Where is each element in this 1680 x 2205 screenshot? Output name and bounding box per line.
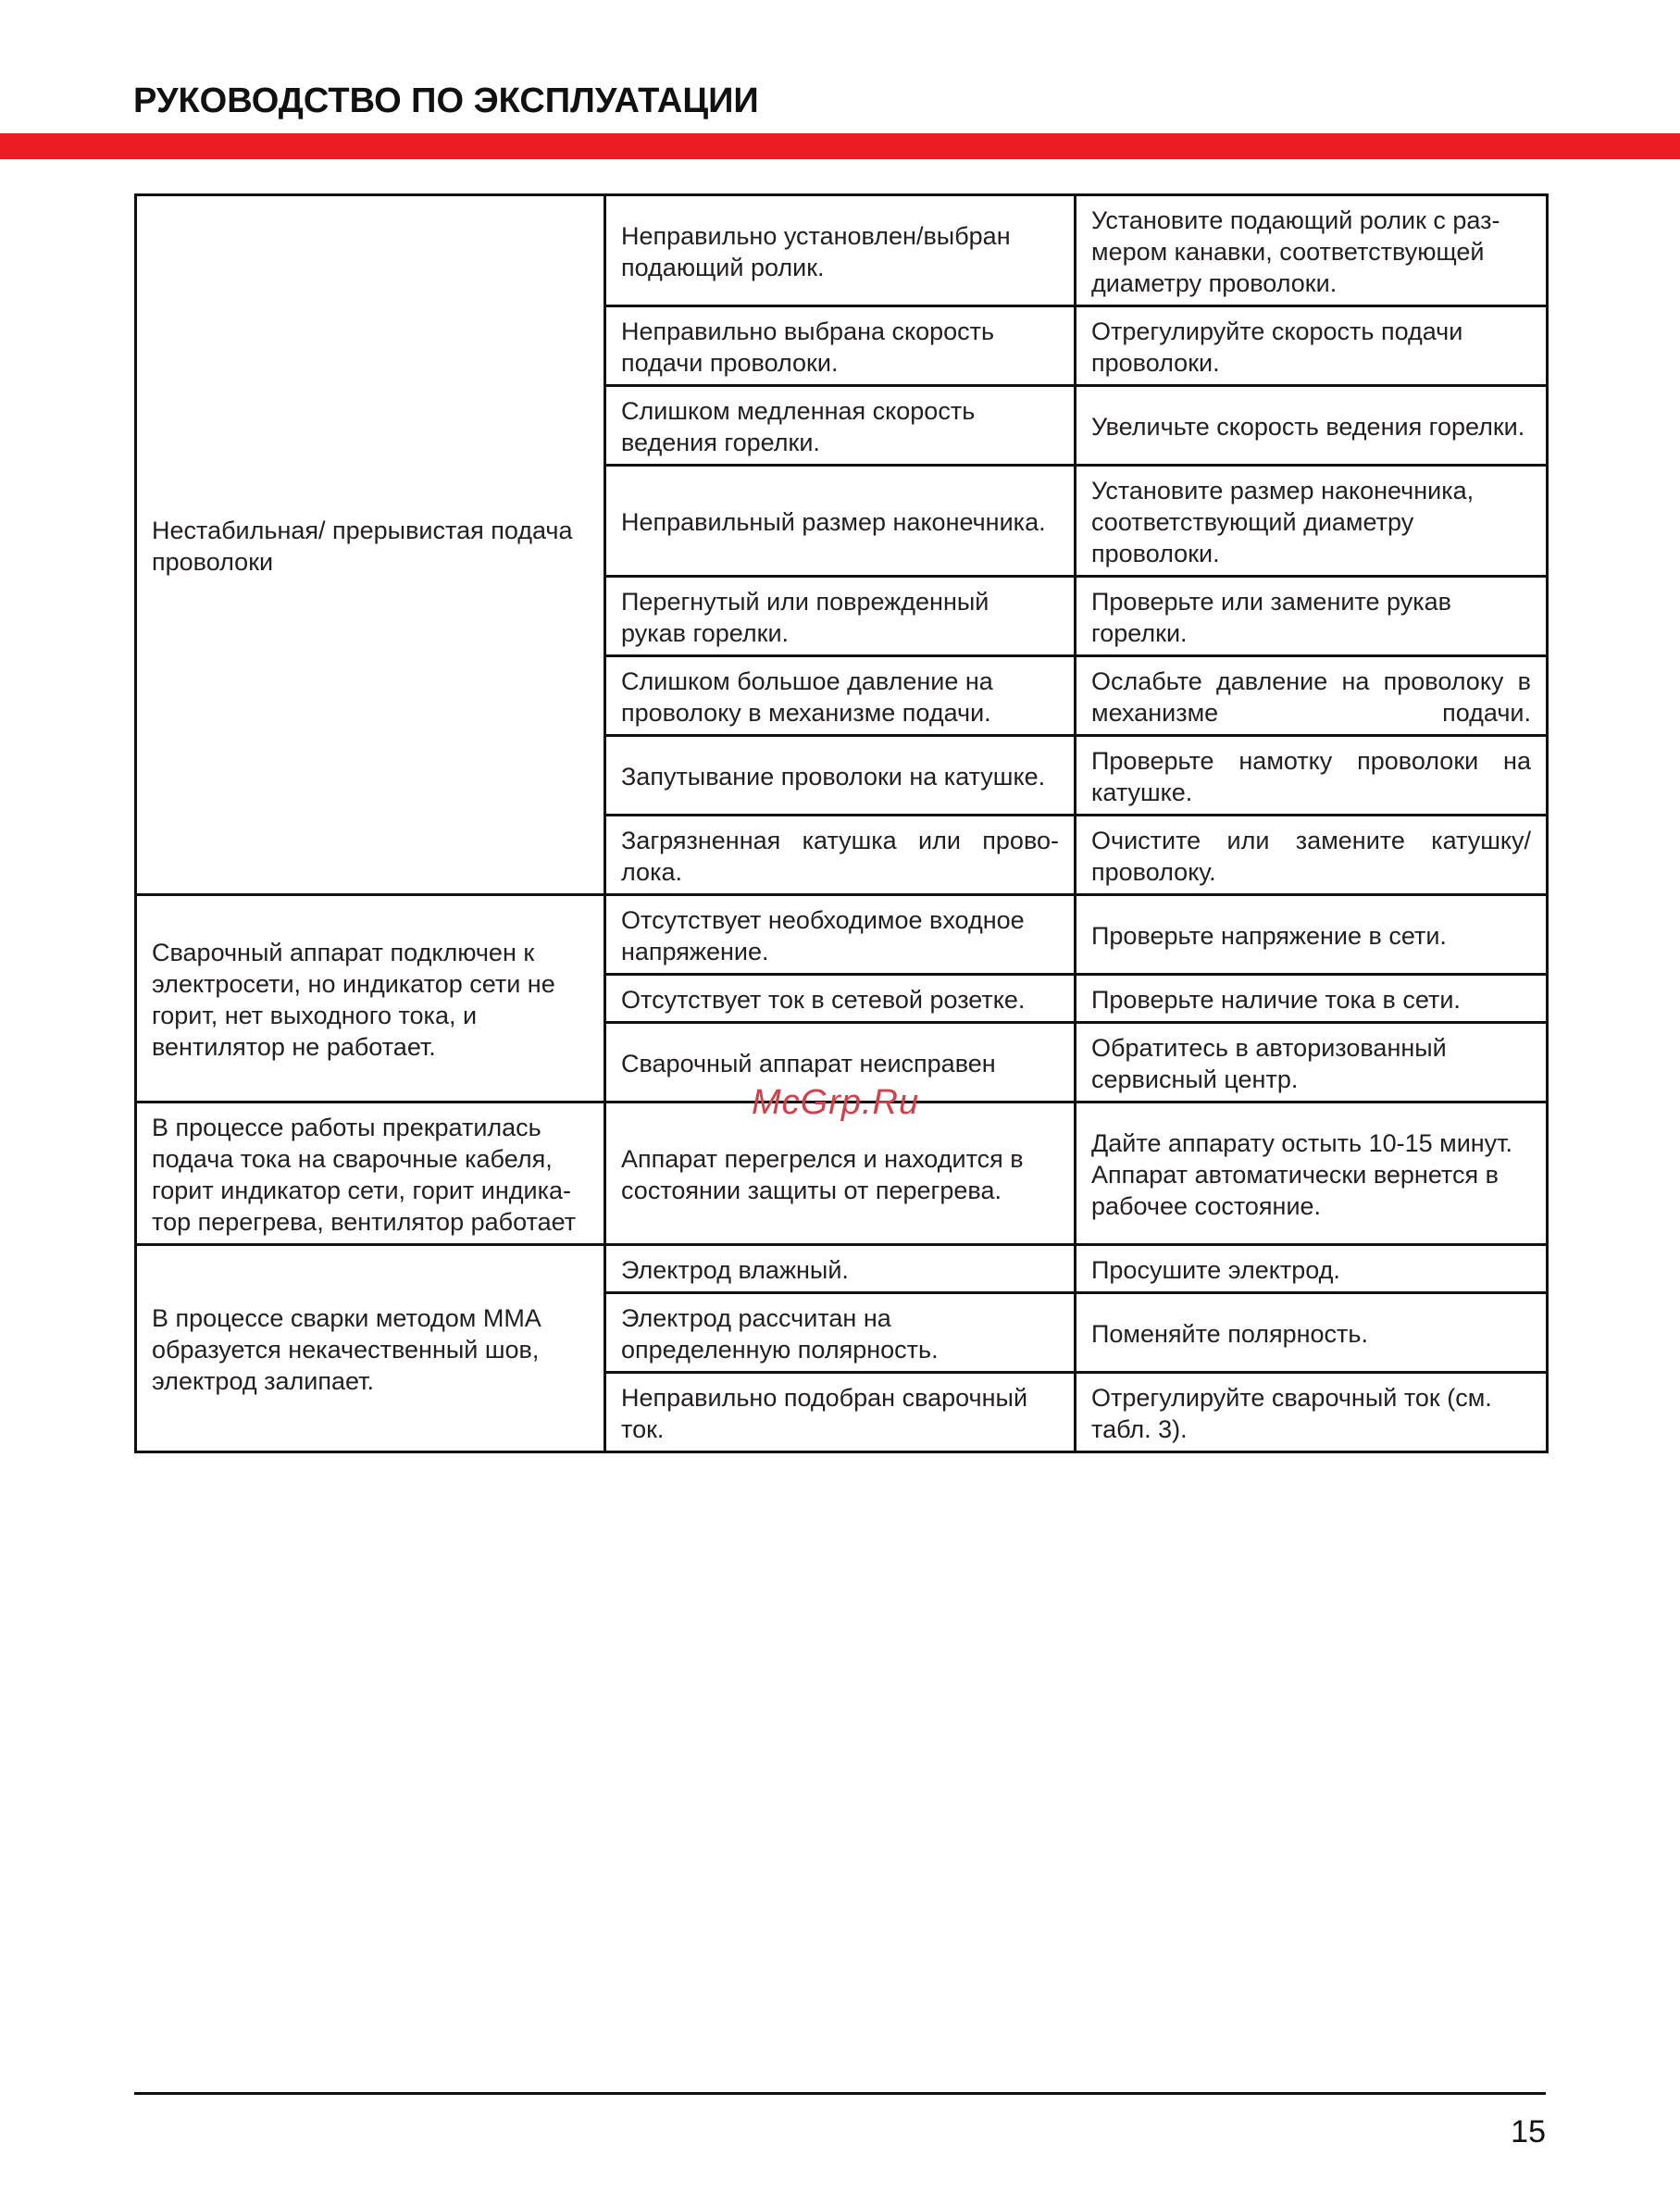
- cause-cell: Электрод влажный.: [605, 1245, 1076, 1293]
- problem-cell: В процессе работы прекратилась подача тока на сварочные кабеля, горит индикатор сети, горит индика-тор перегрева, вентилятор работает: [136, 1102, 605, 1245]
- solution-cell: Установите подающий ролик с раз-мером канавки, соответствующей диаметру проволоки.: [1076, 195, 1548, 306]
- table-row: [136, 1102, 1548, 1245]
- problem-cell: В процессе сварки методом MMA образуется некачественный шов, электрод залипает.: [136, 1245, 605, 1452]
- table-row: [136, 895, 1548, 975]
- solution-cell: Увеличьте скорость ведения горелки.: [1076, 386, 1548, 466]
- page-number: 15: [1511, 2114, 1546, 2149]
- header-red-band: [0, 133, 1680, 159]
- cause-cell: Слишком медленная скорость ведения горелки.: [605, 386, 1076, 466]
- page-title: РУКОВОДСТВО ПО ЭКСПЛУАТАЦИИ: [133, 81, 759, 120]
- table-row: [136, 1245, 1548, 1293]
- solution-cell: Отрегулируйте сварочный ток (см. табл. 3).: [1076, 1373, 1548, 1452]
- solution-cell: Проверьте намотку проволоки на катушке.: [1076, 736, 1548, 816]
- cause-cell: Неправильно выбрана скорость подачи проволоки.: [605, 306, 1076, 386]
- cause-cell: Слишком большое давление на проволоку в механизме подачи.: [605, 656, 1076, 736]
- solution-cell: Ослабьте давление на проволоку в механизме подачи.: [1076, 656, 1548, 736]
- cause-cell: Неправильно установлен/выбран подающий ролик.: [605, 195, 1076, 306]
- cause-cell: Перегнутый или поврежденный рукав горелки.: [605, 577, 1076, 656]
- solution-cell: Дайте аппарату остыть 10-15 минут. Аппарат автоматически вернется в рабочее состояние.: [1076, 1102, 1548, 1245]
- problem-cell: Нестабильная/ прерывистая подача проволоки: [136, 195, 605, 895]
- table-row: [136, 195, 1548, 306]
- cause-cell: Неправильный размер наконечника.: [605, 466, 1076, 577]
- footer-rule: [134, 2092, 1546, 2095]
- solution-cell: Поменяйте полярность.: [1076, 1293, 1548, 1373]
- troubleshooting-table: [134, 193, 1549, 1453]
- cause-cell: Запутывание проволоки на катушке.: [605, 736, 1076, 816]
- cause-cell: Неправильно подобран сварочный ток.: [605, 1373, 1076, 1452]
- cause-cell: Сварочный аппарат неисправен: [605, 1023, 1076, 1102]
- solution-cell: Проверьте или замените рукав горелки.: [1076, 577, 1548, 656]
- solution-cell: Проверьте напряжение в сети.: [1076, 895, 1548, 975]
- solution-cell: Отрегулируйте скорость подачи проволоки.: [1076, 306, 1548, 386]
- cause-cell: Отсутствует ток в сетевой розетке.: [605, 975, 1076, 1023]
- cause-cell: Электрод рассчитан на определенную полярность.: [605, 1293, 1076, 1373]
- solution-cell: Проверьте наличие тока в сети.: [1076, 975, 1548, 1023]
- cause-cell: Отсутствует необходимое входное напряжение.: [605, 895, 1076, 975]
- solution-cell: Установите размер наконечника, соответствующий диаметру проволоки.: [1076, 466, 1548, 577]
- watermark-text: McGrp.Ru: [752, 1083, 920, 1122]
- solution-cell: Очистите или замените катушку/ проволоку.: [1076, 816, 1548, 895]
- cause-cell: Аппарат перегрелся и находится в состоянии защиты от перегрева.: [605, 1102, 1076, 1245]
- problem-cell: Сварочный аппарат подключен к электросети, но индикатор сети не горит, нет выходного тока, и вентилятор не работает.: [136, 895, 605, 1102]
- solution-cell: Просушите электрод.: [1076, 1245, 1548, 1293]
- solution-cell: Обратитесь в авторизованный сервисный центр.: [1076, 1023, 1548, 1102]
- cause-cell: Загрязненная катушка или прово-лока.: [605, 816, 1076, 895]
